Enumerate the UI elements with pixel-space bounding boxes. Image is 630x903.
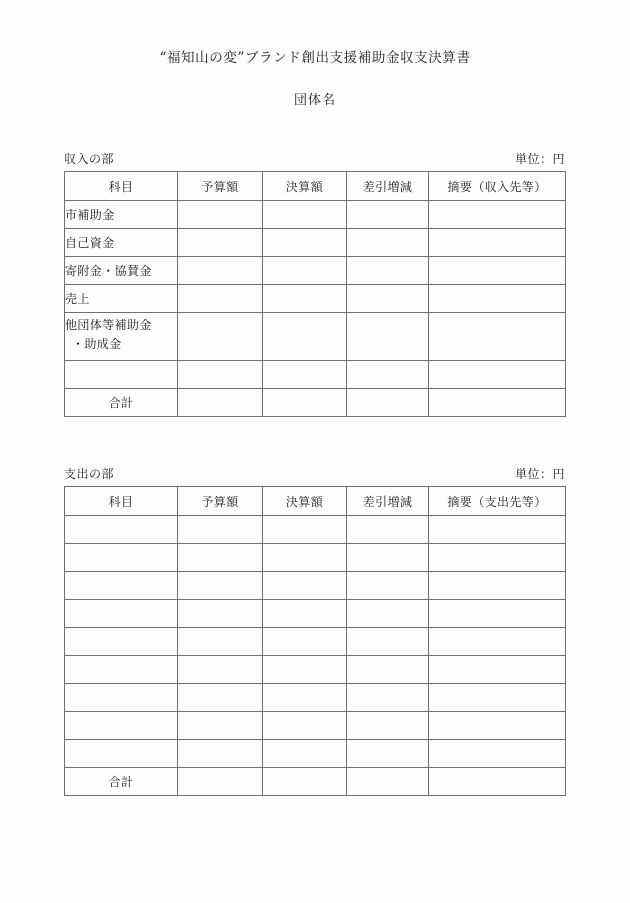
- expense-row-3-item[interactable]: [65, 600, 178, 628]
- expense-row-5-budget[interactable]: [178, 656, 263, 684]
- table-row: [65, 712, 566, 740]
- expense-row-7-settlement[interactable]: [263, 712, 347, 740]
- income-row-5-difference[interactable]: [347, 361, 429, 389]
- expense-row-8-difference[interactable]: [347, 740, 429, 768]
- income-section: [64, 150, 565, 417]
- income-header-remarks: 摘要（収入先等）: [429, 172, 566, 201]
- expense-row-8-settlement[interactable]: [263, 740, 347, 768]
- expense-total-label: 合計: [65, 768, 178, 796]
- expense-header-item: 科目: [65, 487, 178, 516]
- expense-row-6-difference[interactable]: [347, 684, 429, 712]
- income-row-5-item[interactable]: [65, 361, 178, 389]
- expense-row-1-difference[interactable]: [347, 544, 429, 572]
- expense-row-8-remarks[interactable]: [429, 740, 566, 768]
- expense-header-difference: 差引増減: [347, 487, 429, 516]
- income-row-4-remarks[interactable]: [429, 313, 566, 361]
- income-row-5-settlement[interactable]: [263, 361, 347, 389]
- expense-row-0-item[interactable]: [65, 516, 178, 544]
- expense-row-4-budget[interactable]: [178, 628, 263, 656]
- income-total-remarks[interactable]: [429, 389, 566, 417]
- expense-row-3-difference[interactable]: [347, 600, 429, 628]
- expense-row-1-budget[interactable]: [178, 544, 263, 572]
- income-row-1-settlement[interactable]: [263, 229, 347, 257]
- table-row: [65, 600, 566, 628]
- table-row: [65, 313, 566, 361]
- income-section-header: [64, 150, 565, 169]
- income-row-2-item[interactable]: 寄附金・協賛金: [65, 257, 178, 285]
- expense-row-2-remarks[interactable]: [429, 572, 566, 600]
- expense-row-3-budget[interactable]: [178, 600, 263, 628]
- income-row-0-remarks[interactable]: [429, 201, 566, 229]
- expense-row-6-remarks[interactable]: [429, 684, 566, 712]
- expense-row-6-item[interactable]: [65, 684, 178, 712]
- expense-row-5-settlement[interactable]: [263, 656, 347, 684]
- expense-row-6-budget[interactable]: [178, 684, 263, 712]
- expense-row-1-remarks[interactable]: [429, 544, 566, 572]
- expense-table-header-row: [65, 487, 566, 516]
- income-row-4-difference[interactable]: [347, 313, 429, 361]
- income-row-4-item[interactable]: [65, 313, 178, 361]
- income-row-0-budget[interactable]: [178, 201, 263, 229]
- expense-row-4-item[interactable]: [65, 628, 178, 656]
- income-row-2-remarks[interactable]: [429, 257, 566, 285]
- expense-row-5-item[interactable]: [65, 656, 178, 684]
- income-row-2-budget[interactable]: [178, 257, 263, 285]
- table-total-row: [65, 768, 566, 796]
- income-row-0-difference[interactable]: [347, 201, 429, 229]
- income-row-3-item[interactable]: 売上: [65, 285, 178, 313]
- income-row-0-settlement[interactable]: [263, 201, 347, 229]
- income-row-3-budget[interactable]: [178, 285, 263, 313]
- income-row-5-budget[interactable]: [178, 361, 263, 389]
- income-row-4-item-line1: 他団体等補助金: [65, 318, 152, 332]
- expense-total-remarks[interactable]: [429, 768, 566, 796]
- expense-row-7-difference[interactable]: [347, 712, 429, 740]
- expense-row-7-remarks[interactable]: [429, 712, 566, 740]
- expense-section-header: [64, 465, 565, 484]
- table-row: [65, 740, 566, 768]
- income-row-0-item[interactable]: 市補助金: [65, 201, 178, 229]
- income-row-3-remarks[interactable]: [429, 285, 566, 313]
- table-row: [65, 572, 566, 600]
- expense-row-2-budget[interactable]: [178, 572, 263, 600]
- page-title: “福知山の変”ブランド創出支援補助金収支決算書: [159, 50, 471, 66]
- expense-row-3-settlement[interactable]: [263, 600, 347, 628]
- table-total-row: [65, 389, 566, 417]
- income-row-3-difference[interactable]: [347, 285, 429, 313]
- expense-row-2-settlement[interactable]: [263, 572, 347, 600]
- table-row: [65, 684, 566, 712]
- income-row-1-remarks[interactable]: [429, 229, 566, 257]
- income-table-header-row: [65, 172, 566, 201]
- expense-row-0-budget[interactable]: [178, 516, 263, 544]
- income-row-1-item[interactable]: 自己資金: [65, 229, 178, 257]
- expense-row-6-settlement[interactable]: [263, 684, 347, 712]
- expense-row-7-budget[interactable]: [178, 712, 263, 740]
- expense-row-4-settlement[interactable]: [263, 628, 347, 656]
- expense-row-5-difference[interactable]: [347, 656, 429, 684]
- income-total-label: 合計: [65, 389, 178, 417]
- expense-row-0-remarks[interactable]: [429, 516, 566, 544]
- table-row: [65, 257, 566, 285]
- income-header-budget: 予算額: [178, 172, 263, 201]
- expense-row-1-settlement[interactable]: [263, 544, 347, 572]
- table-row: [65, 285, 566, 313]
- expense-section: [64, 465, 565, 796]
- expense-total-difference[interactable]: [347, 768, 429, 796]
- expense-total-settlement[interactable]: [263, 768, 347, 796]
- expense-row-1-item[interactable]: [65, 544, 178, 572]
- expense-row-7-item[interactable]: [65, 712, 178, 740]
- expense-table: [64, 486, 566, 796]
- expense-header-remarks: 摘要（支出先等）: [429, 487, 566, 516]
- expense-row-2-item[interactable]: [65, 572, 178, 600]
- expense-row-8-budget[interactable]: [178, 740, 263, 768]
- income-row-4-settlement[interactable]: [263, 313, 347, 361]
- table-row: [65, 628, 566, 656]
- income-table: [64, 171, 566, 417]
- income-row-4-item-line2: ・助成金: [72, 336, 122, 351]
- income-row-2-difference[interactable]: [347, 257, 429, 285]
- expense-row-0-settlement[interactable]: [263, 516, 347, 544]
- income-header-settlement: 決算額: [263, 172, 347, 201]
- expense-row-4-difference[interactable]: [347, 628, 429, 656]
- income-row-1-difference[interactable]: [347, 229, 429, 257]
- income-header-item: 科目: [65, 172, 178, 201]
- income-section-label: 収入の部: [64, 152, 115, 166]
- expense-row-0-difference[interactable]: [347, 516, 429, 544]
- expense-row-4-remarks[interactable]: [429, 628, 566, 656]
- income-total-budget[interactable]: [178, 389, 263, 417]
- income-row-4-budget[interactable]: [178, 313, 263, 361]
- expense-unit-label: 単位：円: [514, 467, 565, 481]
- expense-header-settlement: 決算額: [263, 487, 347, 516]
- income-header-difference: 差引増減: [347, 172, 429, 201]
- table-row: [65, 201, 566, 229]
- expense-header-budget: 予算額: [178, 487, 263, 516]
- expense-total-budget[interactable]: [178, 768, 263, 796]
- income-unit-label: 単位：円: [514, 152, 565, 166]
- expense-row-8-item[interactable]: [65, 740, 178, 768]
- income-row-1-budget[interactable]: [178, 229, 263, 257]
- expense-row-5-remarks[interactable]: [429, 656, 566, 684]
- table-row: [65, 229, 566, 257]
- expense-row-2-difference[interactable]: [347, 572, 429, 600]
- table-row: [65, 544, 566, 572]
- organization-name-label: 団体名: [293, 93, 336, 108]
- expense-row-3-remarks[interactable]: [429, 600, 566, 628]
- table-row: [65, 656, 566, 684]
- income-row-2-settlement[interactable]: [263, 257, 347, 285]
- expense-section-label: 支出の部: [64, 467, 115, 481]
- table-row: [65, 516, 566, 544]
- table-row: [65, 361, 566, 389]
- income-row-5-remarks[interactable]: [429, 361, 566, 389]
- income-row-3-settlement[interactable]: [263, 285, 347, 313]
- income-total-difference[interactable]: [347, 389, 429, 417]
- income-total-settlement[interactable]: [263, 389, 347, 417]
